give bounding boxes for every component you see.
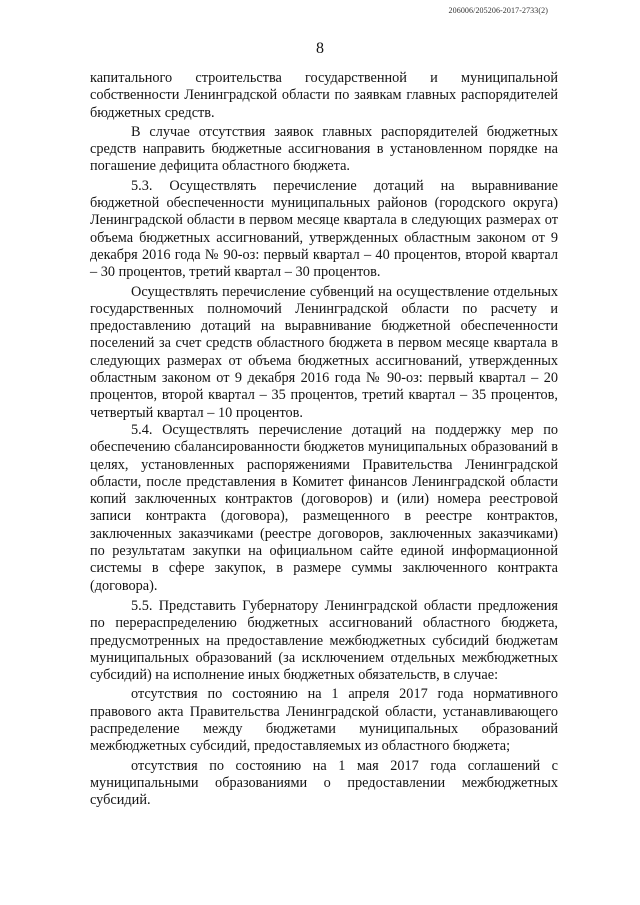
paragraph-5-4: 5.4. Осуществлять перечисление дотаций на поддержку мер по обеспечению сбалансированности бюджетов муниципальных образований в целях, установленных распоряжениями Правительства Ленинградской области, после представления в Комитет финансов Ленинградской области копий заключенных контрактов (договоров) и (или) номера реестровой записи контракта (договора), размещенного в реестре контрактов, заключенных заказчиками (реестре договоров, заключенных заказчиками) по результатам закупки на официальном сайте единой информационной системы в сфере закупок, в размере суммы заключенного контракта (договора). — [90, 421, 558, 594]
document-body — [90, 70, 558, 809]
paragraph-subventions: Осуществлять перечисление субвенций на осуществление отдельных государственных полномочий Ленинградской области по расчету и предоставлению дотаций на выравнивание бюджетной обеспеченности поселений за счет средств областного бюджета в первом месяце квартала в следующих размерах от объема бюджетных ассигнований, утвержденных областным законом от 9 декабря 2016 года № 90-оз: первый квартал – 20 процентов, второй квартал – 35 процентов, третий квартал – 35 процентов, четвертый квартал – 10 процентов. — [90, 283, 558, 421]
document-code: 206006/205206-2017-2733(2) — [448, 6, 548, 15]
paragraph-may-condition: отсутствия по состоянию на 1 мая 2017 года соглашений с муниципальными образованиями о предоставлении межбюджетных субсидий. — [90, 757, 558, 809]
paragraph-5-3: 5.3. Осуществлять перечисление дотаций на выравнивание бюджетной обеспеченности муниципальных районов (городского округа) Ленинградской области в первом месяце квартала в следующих размерах от объема бюджетных ассигнований, утвержденных областным законом от 9 декабря 2016 года № 90-оз: первый квартал – 40 процентов, второй квартал – 30 процентов, третий квартал – 30 процентов. — [90, 177, 558, 281]
paragraph-april-condition: отсутствия по состоянию на 1 апреля 2017 года нормативного правового акта Правительства Ленинградской области, устанавливающего распределение между бюджетами муниципальных образований межбюджетных субсидий, предоставляемых из областного бюджета; — [90, 686, 558, 755]
paragraph-5-5: 5.5. Представить Губернатору Ленинградской области предложения по перераспределению бюджетных ассигнований областного бюджета, предусмотренных на предоставление межбюджетных субсидий бюджетам муниципальных образований (за исключением отдельных межбюджетных субсидий) на исполнение иных бюджетных обязательств, в случае: — [90, 597, 558, 684]
paragraph-no-requests: В случае отсутствия заявок главных распорядителей бюджетных средств направить бюджетные ассигнования в установленном порядке на погашение дефицита областного бюджета. — [90, 123, 558, 175]
page-number: 8 — [316, 40, 324, 57]
paragraph-continuation: капитального строительства государственной и муниципальной собственности Ленинградской области по заявкам главных распорядителей бюджетных средств. — [90, 70, 558, 121]
